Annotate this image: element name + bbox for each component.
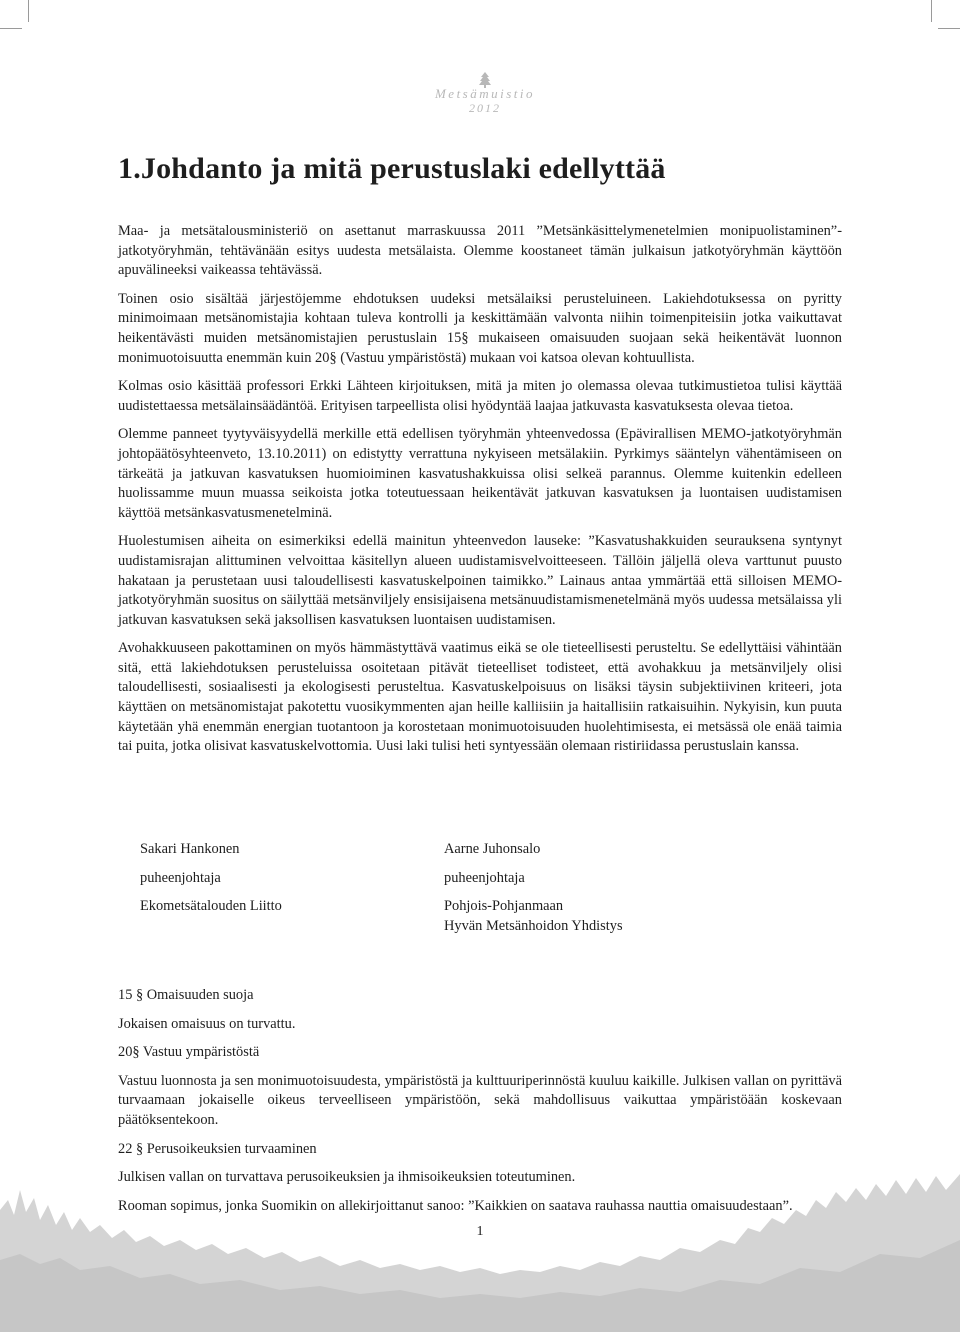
paragraph-second-section: Toinen osio sisältää järjestöjemme ehdotuksen uudeksi metsälaiksi perusteluineen. Lakiehdotuksessa on pyritty minimoimaan metsänomistajia kohtaan tuleva kontrolli ja keskittämään valvonta niihin toimenpiteisiin jotka vaikuttavat heikentävästi muiden metsänomistajien perustuslain 15§ mukaiseen omaisuuden suojaan sekä heikentävät luonnon monimuotoisuutta enemmän kuin 20§ (Vastuu ympäristöstä) mukaan voi katsoa olevan kohtuullista. [118, 290, 842, 366]
paragraph-concerns: Huolestumisen aiheita on esimerkiksi edellä mainitun yhteenvedon lauseke: ”Kasvatushakkuiden seurauksena syntynyt uudistamisrajan alittuminen velvoittaa käsitellyn alueen uudistamisvelvoitteeseen. Tällöin jäljellä oleva varttunut puusto hakataan ja perustetaan uusi taloudellisesti kasvatuskelpoinen taimikko.” Lainaus antaa ymmärtää että silloisen MEMO-jatkotyöryhmän suositus on säilyttää metsänviljely ensisijaisena metsänuudistamismenetelmänä myös uudessa metsälaissa yli jatkuvan kasvatuksen sekä jaksollisen kasvatuksen luontaisen uudistamisen. [118, 533, 842, 628]
law-heading: 15 § Omaisuuden suoja [118, 987, 254, 1003]
signer-name: Aarne Juhonsalo [444, 841, 541, 857]
signature-right [444, 840, 623, 945]
law-text: Julkisen vallan on turvattava perusoikeuksien ja ihmisoikeuksien toteutuminen. [118, 1169, 576, 1186]
forest-silhouette [0, 1170, 960, 1332]
signer-role: puheenjohtaja [140, 869, 221, 886]
page-number: 1 [476, 1224, 484, 1239]
signer-name: Sakari Hankonen [140, 841, 240, 857]
signer-organization: Pohjois-Pohjanmaan [444, 898, 564, 915]
signature-left [140, 840, 282, 926]
crop-mark [931, 0, 932, 22]
crop-mark [28, 0, 29, 22]
logo-text: Metsämuistio [434, 86, 536, 101]
law-text: Jokaisen omaisuus on turvattu. [118, 1015, 296, 1032]
paragraph-memo: Olemme panneet tyytyväisyydellä merkille että edellisen työryhmän yhteenvedossa (Epävirallisen MEMO-jatkotyöryhmän johtopäätösyhteenveto, 13.10.2011) on edistytty verrattuna nykyiseen metsälakiin. Pyrkimys sääntelyn vähentämiseen on tärkeätä ja jatkuvan kasvatuksen huomioiminen kasvatushakkuissa olisi selkeä parannus. Olemme kuitenkin edelleen huolissamme muun muassa seikoista jotka toteutuessaan heikentävät jatkuvan kasvatuksen ja luontaisen uudistamisen käyttöä metsänkasvatusmenetelminä. [118, 426, 842, 521]
treaty-quote: Rooman sopimus, jonka Suomikin on allekirjoittanut sanoo: ”Kaikkien on saatava rauhassa nauttia omaisuudestaan”. [118, 1197, 793, 1214]
crop-mark [0, 28, 22, 29]
signer-organization: Ekometsätalouden Liitto [140, 898, 282, 915]
paragraph-intro: Maa- ja metsätalousministeriö on asettanut marraskuussa 2011 ”Metsänkäsittelymenetelmien monipuolistaminen”-jatkotyöryhmän, tehtävänään esitys uudesta metsälaista. Olemme koostaneet tämän julkaisun jatkotyöryhmän käyttöön apuvälineeksi vaikeassa tehtävässä. [118, 223, 842, 279]
page-title: 1.Johdanto ja mitä perustuslaki edellyttää [118, 152, 666, 185]
signer-organization-line2: Hyvän Metsänhoidon Yhdistys [444, 917, 623, 934]
header-logo [430, 72, 540, 116]
law-text: Vastuu luonnosta ja sen monimuotoisuudesta, ympäristöstä ja kulttuuriperinnöstä kuuluu kaikille. Julkisen vallan on pyrittävä turvaamaan jokaiselle oikeus terveelliseen ympäristöön, sekä mahdollisuus vaikuttaa ympäristöään koskevaan päätöksentekoon. [118, 1072, 842, 1128]
signer-role: puheenjohtaja [444, 869, 525, 886]
paragraph-clearcut: Avohakkuuseen pakottaminen on myös hämmästyttävä vaatimus eikä se ole tieteellisesti perusteltu. Se edellyttäisi vähintään sitä, että lakiehdotuksen perusteluissa osoitetaan pitävät tieteelliset todisteet, että avohakkuu ja metsänviljely olisi taloudellisesti, sosiaalisesti ja ekologisesti perusteltua. Kasvatuskelpoisuus on lisäksi täysin subjektiivinen kriteeri, jota käyttäen on metsänomistajat pakotettu vuosikymmenten ajan heille kalliisiin ja haitallisiin ratkaisuihin. Nykyisin, kun puuta käytetään yhä enemmän energian tuotantoon ja korostetaan monimuotoisuuden huolehtimisesta, ei metsässä ole enää taimia tai puita, jotka olisivat kasvatuskelvottomia. Uusi laki tulisi heti syntyessään olemaan ristiriidassa perustuslain kanssa. [118, 640, 842, 755]
paragraph-third-section: Kolmas osio käsittää professori Erkki Lähteen kirjoituksen, mitä ja miten jo olemassa olevaa tutkimustietoa tulisi käyttää uudistettaessa metsälainsäädäntöä. Erityisen tarpeellista olisi hyödyntää laajaa jatkuvasta kasvatuksesta olevaa tietoa. [118, 378, 842, 414]
logo-year: 2012 [469, 101, 501, 115]
law-heading: 22 § Perusoikeuksien turvaaminen [118, 1140, 317, 1157]
body-text [118, 222, 842, 766]
crop-mark [938, 28, 960, 29]
law-heading: 20§ Vastuu ympäristöstä [118, 1044, 260, 1061]
